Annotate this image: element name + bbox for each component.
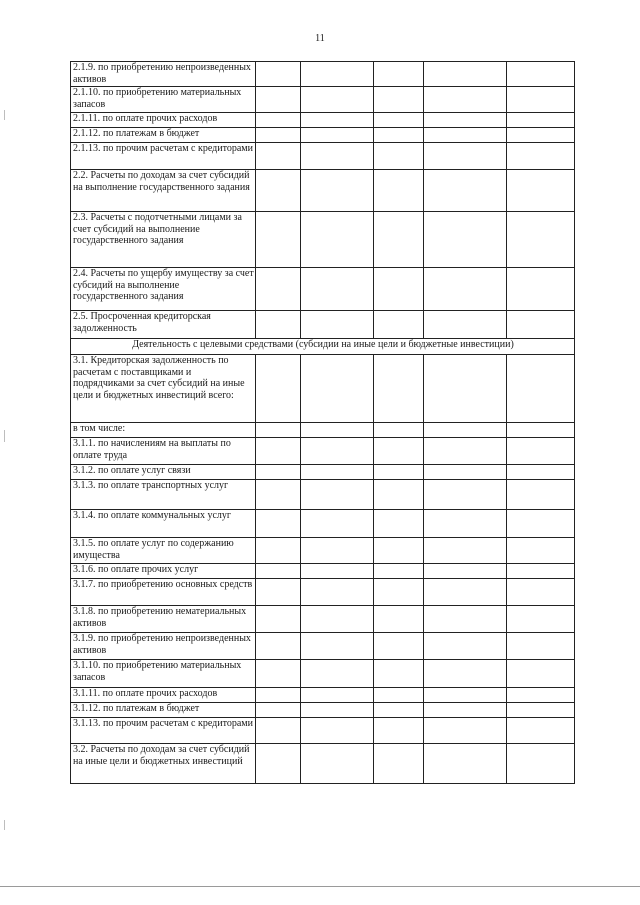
value-cell bbox=[424, 465, 507, 480]
value-cell bbox=[374, 87, 424, 113]
value-cell bbox=[424, 128, 507, 143]
value-cell bbox=[256, 128, 301, 143]
value-cell bbox=[374, 579, 424, 606]
value-cell bbox=[301, 355, 374, 423]
value-cell bbox=[374, 633, 424, 660]
row-label: 2.1.9. по приобретению непроизведенных активов bbox=[71, 62, 256, 87]
value-cell bbox=[301, 465, 374, 480]
value-cell bbox=[301, 268, 374, 311]
value-cell bbox=[424, 113, 507, 128]
row-label: 2.3. Расчеты с подотчетными лицами за счет субсидий на выполнение государственного задания bbox=[71, 212, 256, 268]
value-cell bbox=[507, 87, 575, 113]
table-row bbox=[71, 311, 575, 339]
value-cell bbox=[374, 480, 424, 510]
value-cell bbox=[507, 113, 575, 128]
table-row bbox=[71, 212, 575, 268]
value-cell bbox=[507, 538, 575, 564]
value-cell bbox=[507, 465, 575, 480]
value-cell bbox=[256, 744, 301, 784]
value-cell bbox=[424, 688, 507, 703]
value-cell bbox=[424, 633, 507, 660]
value-cell bbox=[507, 579, 575, 606]
value-cell bbox=[256, 465, 301, 480]
row-label: 2.5. Просроченная кредиторская задолженность bbox=[71, 311, 256, 339]
value-cell bbox=[374, 311, 424, 339]
row-label: 3.1.8. по приобретению нематериальных активов bbox=[71, 606, 256, 633]
value-cell bbox=[256, 633, 301, 660]
value-cell bbox=[424, 703, 507, 718]
value-cell bbox=[374, 688, 424, 703]
table-row bbox=[71, 480, 575, 510]
value-cell bbox=[507, 62, 575, 87]
value-cell bbox=[507, 423, 575, 438]
value-cell bbox=[256, 62, 301, 87]
value-cell bbox=[424, 744, 507, 784]
row-label: 2.1.11. по оплате прочих расходов bbox=[71, 113, 256, 128]
value-cell bbox=[256, 143, 301, 170]
table-row bbox=[71, 170, 575, 212]
value-cell bbox=[424, 510, 507, 538]
row-label: 3.1.9. по приобретению непроизведенных активов bbox=[71, 633, 256, 660]
table-row bbox=[71, 510, 575, 538]
value-cell bbox=[301, 688, 374, 703]
value-cell bbox=[507, 564, 575, 579]
value-cell bbox=[374, 564, 424, 579]
value-cell bbox=[301, 703, 374, 718]
value-cell bbox=[256, 113, 301, 128]
value-cell bbox=[507, 510, 575, 538]
value-cell bbox=[374, 423, 424, 438]
value-cell bbox=[507, 268, 575, 311]
row-label: 3.1.1. по начислениям на выплаты по оплате труда bbox=[71, 438, 256, 465]
row-label: 3.1.2. по оплате услуг связи bbox=[71, 465, 256, 480]
page-bottom-edge bbox=[0, 886, 640, 887]
value-cell bbox=[256, 355, 301, 423]
value-cell bbox=[507, 438, 575, 465]
value-cell bbox=[374, 128, 424, 143]
value-cell bbox=[301, 579, 374, 606]
value-cell bbox=[374, 212, 424, 268]
value-cell bbox=[256, 703, 301, 718]
value-cell bbox=[256, 606, 301, 633]
table-row bbox=[71, 688, 575, 703]
value-cell bbox=[374, 355, 424, 423]
row-label: в том числе: bbox=[71, 423, 256, 438]
value-cell bbox=[301, 438, 374, 465]
table-row bbox=[71, 268, 575, 311]
row-label: 3.1. Кредиторская задолженность по расчетам с поставщиками и подрядчиками за счет субсидий на иные цели и бюджетных инвестиций всего: bbox=[71, 355, 256, 423]
value-cell bbox=[256, 423, 301, 438]
value-cell bbox=[424, 579, 507, 606]
row-label: 2.1.10. по приобретению материальных запасов bbox=[71, 87, 256, 113]
table-row bbox=[71, 143, 575, 170]
value-cell bbox=[301, 212, 374, 268]
row-label: 2.2. Расчеты по доходам за счет субсидий на выполнение государственного задания bbox=[71, 170, 256, 212]
value-cell bbox=[424, 62, 507, 87]
value-cell bbox=[256, 579, 301, 606]
value-cell bbox=[256, 688, 301, 703]
value-cell bbox=[374, 438, 424, 465]
value-cell bbox=[301, 660, 374, 688]
table-row bbox=[71, 128, 575, 143]
table-row bbox=[71, 703, 575, 718]
value-cell bbox=[507, 606, 575, 633]
value-cell bbox=[424, 660, 507, 688]
value-cell bbox=[424, 564, 507, 579]
row-label: 3.1.5. по оплате услуг по содержанию имущества bbox=[71, 538, 256, 564]
table-row bbox=[71, 579, 575, 606]
value-cell bbox=[301, 143, 374, 170]
value-cell bbox=[507, 633, 575, 660]
table-row bbox=[71, 62, 575, 87]
value-cell bbox=[424, 170, 507, 212]
value-cell bbox=[507, 703, 575, 718]
value-cell bbox=[301, 606, 374, 633]
value-cell bbox=[301, 87, 374, 113]
value-cell bbox=[424, 718, 507, 744]
value-cell bbox=[424, 538, 507, 564]
value-cell bbox=[301, 170, 374, 212]
value-cell bbox=[374, 143, 424, 170]
value-cell bbox=[424, 606, 507, 633]
value-cell bbox=[424, 355, 507, 423]
value-cell bbox=[256, 87, 301, 113]
value-cell bbox=[256, 212, 301, 268]
table-row bbox=[71, 564, 575, 579]
value-cell bbox=[374, 744, 424, 784]
value-cell bbox=[301, 538, 374, 564]
section-header: Деятельность с целевыми средствами (субсидии на иные цели и бюджетные инвестиции) bbox=[71, 339, 575, 355]
value-cell bbox=[301, 311, 374, 339]
value-cell bbox=[374, 62, 424, 87]
table-row bbox=[71, 718, 575, 744]
value-cell bbox=[256, 311, 301, 339]
section-header-row bbox=[71, 339, 575, 355]
row-label: 3.1.11. по оплате прочих расходов bbox=[71, 688, 256, 703]
value-cell bbox=[374, 113, 424, 128]
value-cell bbox=[507, 355, 575, 423]
value-cell bbox=[256, 538, 301, 564]
table-row bbox=[71, 87, 575, 113]
row-label: 3.1.7. по приобретению основных средств bbox=[71, 579, 256, 606]
value-cell bbox=[374, 718, 424, 744]
value-cell bbox=[424, 87, 507, 113]
value-cell bbox=[374, 703, 424, 718]
value-cell bbox=[256, 718, 301, 744]
value-cell bbox=[374, 170, 424, 212]
value-cell bbox=[301, 564, 374, 579]
table-row bbox=[71, 113, 575, 128]
value-cell bbox=[507, 718, 575, 744]
value-cell bbox=[301, 480, 374, 510]
value-cell bbox=[424, 423, 507, 438]
value-cell bbox=[424, 143, 507, 170]
row-label: 2.1.13. по прочим расчетам с кредиторами bbox=[71, 143, 256, 170]
row-label: 3.1.13. по прочим расчетам с кредиторами bbox=[71, 718, 256, 744]
value-cell bbox=[424, 212, 507, 268]
table-row bbox=[71, 438, 575, 465]
table-row bbox=[71, 538, 575, 564]
scan-mark bbox=[4, 110, 5, 120]
value-cell bbox=[301, 510, 374, 538]
row-label: 3.1.12. по платежам в бюджет bbox=[71, 703, 256, 718]
value-cell bbox=[374, 660, 424, 688]
row-label: 2.4. Расчеты по ущербу имуществу за счет субсидий на выполнение государственного задания bbox=[71, 268, 256, 311]
value-cell bbox=[374, 606, 424, 633]
scan-mark bbox=[4, 820, 5, 830]
value-cell bbox=[256, 660, 301, 688]
value-cell bbox=[301, 633, 374, 660]
value-cell bbox=[374, 538, 424, 564]
value-cell bbox=[507, 660, 575, 688]
value-cell bbox=[256, 438, 301, 465]
value-cell bbox=[424, 480, 507, 510]
value-cell bbox=[507, 688, 575, 703]
value-cell bbox=[507, 170, 575, 212]
value-cell bbox=[301, 744, 374, 784]
value-cell bbox=[374, 510, 424, 538]
value-cell bbox=[507, 311, 575, 339]
value-cell bbox=[507, 128, 575, 143]
value-cell bbox=[424, 438, 507, 465]
value-cell bbox=[301, 62, 374, 87]
row-label: 3.1.10. по приобретению материальных запасов bbox=[71, 660, 256, 688]
table-row bbox=[71, 606, 575, 633]
value-cell bbox=[301, 128, 374, 143]
value-cell bbox=[256, 170, 301, 212]
value-cell bbox=[424, 311, 507, 339]
value-cell bbox=[256, 480, 301, 510]
table-row bbox=[71, 744, 575, 784]
value-cell bbox=[301, 113, 374, 128]
table-row bbox=[71, 355, 575, 423]
value-cell bbox=[374, 268, 424, 311]
table-row bbox=[71, 660, 575, 688]
value-cell bbox=[301, 423, 374, 438]
row-label: 3.1.4. по оплате коммунальных услуг bbox=[71, 510, 256, 538]
value-cell bbox=[507, 212, 575, 268]
value-cell bbox=[256, 510, 301, 538]
value-cell bbox=[507, 744, 575, 784]
value-cell bbox=[301, 718, 374, 744]
value-cell bbox=[256, 564, 301, 579]
row-label: 3.1.3. по оплате транспортных услуг bbox=[71, 480, 256, 510]
value-cell bbox=[256, 268, 301, 311]
table-row bbox=[71, 465, 575, 480]
page-number: 11 bbox=[315, 33, 325, 44]
row-label: 2.1.12. по платежам в бюджет bbox=[71, 128, 256, 143]
value-cell bbox=[424, 268, 507, 311]
table-row bbox=[71, 633, 575, 660]
value-cell bbox=[374, 465, 424, 480]
report-table bbox=[70, 61, 575, 784]
row-label: 3.2. Расчеты по доходам за счет субсидий на иные цели и бюджетных инвестиций bbox=[71, 744, 256, 784]
value-cell bbox=[507, 143, 575, 170]
value-cell bbox=[507, 480, 575, 510]
table-row bbox=[71, 423, 575, 438]
row-label: 3.1.6. по оплате прочих услуг bbox=[71, 564, 256, 579]
scan-mark bbox=[4, 430, 5, 442]
